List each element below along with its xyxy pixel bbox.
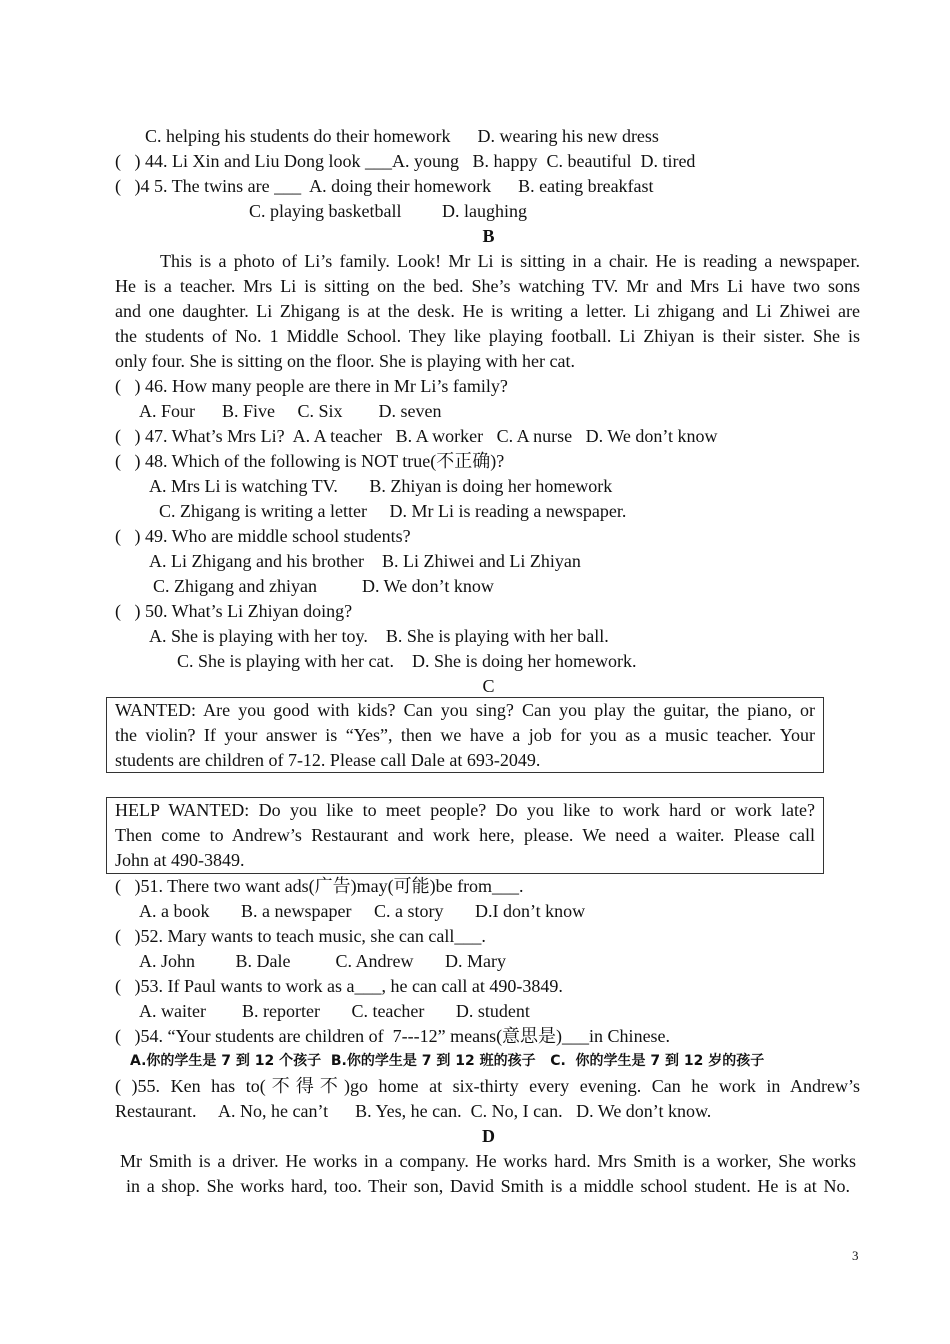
- ad-line: John at 490-3849.: [115, 850, 245, 870]
- question-51-options: A. a book B. a newspaper C. a story D.I don’t know: [139, 901, 586, 921]
- section-heading-c: C: [482, 676, 495, 696]
- question-53-options: A. waiter B. reporter C. teacher D. student: [139, 1001, 530, 1021]
- ad-line: the violin? If your answer is “Yes”, then we have a job for you as a music teacher. Your: [115, 725, 815, 745]
- question-48-options-cd: C. Zhigang is writing a letter D. Mr Li is reading a newspaper.: [159, 501, 627, 521]
- ad-line: students are children of 7-12. Please call Dale at 693-2049.: [115, 750, 541, 770]
- ad-waiter: [106, 797, 824, 874]
- section-heading-b: B: [482, 226, 495, 246]
- passage-b-line: This is a photo of Li’s family. Look! Mr Li is sitting in a chair. He is reading a newspaper.: [160, 251, 860, 271]
- passage-d-line: in a shop. She works hard, too. Their son, David Smith is a middle school student. He is at No.: [126, 1176, 850, 1196]
- question-46: ( ) 46. How many people are there in Mr Li’s family?: [115, 376, 508, 396]
- question-55: ( )55. Ken has to(不得不)go home at six-thirty every evening. Can he work in Andrew’s: [115, 1076, 860, 1096]
- page-number: 3: [852, 1248, 859, 1263]
- ad-music-teacher: [106, 697, 824, 773]
- question-50-options-ab: A. She is playing with her toy. B. She is playing with her ball.: [149, 626, 609, 646]
- question-50-options-cd: C. She is playing with her cat. D. She is doing her homework.: [177, 651, 637, 671]
- question-51: ( )51. There two want ads(广告)may(可能)be from___.: [115, 876, 524, 896]
- question-50: ( ) 50. What’s Li Zhiyan doing?: [115, 601, 353, 621]
- question-48-options-ab: A. Mrs Li is watching TV. B. Zhiyan is doing her homework: [149, 476, 613, 496]
- passage-b-line: and one daughter. Li Zhigang is at the desk. He is writing a letter. Li zhigang and Li Zhiwei are: [115, 301, 860, 321]
- passage-d-line: Mr Smith is a driver. He works in a company. He works hard. Mrs Smith is a worker, She works: [120, 1151, 856, 1171]
- section-heading-d: D: [482, 1126, 495, 1146]
- question-52-options: A. John B. Dale C. Andrew D. Mary: [139, 951, 506, 971]
- question-52: ( )52. Mary wants to teach music, she can call___.: [115, 926, 486, 946]
- q43-options-cd: C. helping his students do their homework D. wearing his new dress: [145, 126, 659, 146]
- question-47: ( ) 47. What’s Mrs Li? A. A teacher B. A worker C. A nurse D. We don’t know: [115, 426, 718, 446]
- question-49-options-ab: A. Li Zhigang and his brother B. Li Zhiwei and Li Zhiyan: [149, 551, 581, 571]
- question-54: ( )54. “Your students are children of 7---12” means(意思是)___in Chinese.: [115, 1026, 671, 1046]
- ad-line: Then come to Andrew’s Restaurant and work here, please. We need a waiter. Please call: [115, 825, 815, 845]
- question-49-options-cd: C. Zhigang and zhiyan D. We don’t know: [153, 576, 494, 596]
- question-45: ( )4 5. The twins are ___ A. doing their homework B. eating breakfast: [115, 176, 654, 196]
- passage-b-line: the students of No. 1 Middle School. They like playing football. Li Zhiyan is their sister. She is: [115, 326, 860, 346]
- ad-line: HELP WANTED: Do you like to meet people? Do you like to work hard or work late?: [115, 800, 815, 820]
- passage-b-line: He is a teacher. Mrs Li is sitting on the bed. She’s watching TV. Mr and Mrs Li have two sons: [115, 276, 860, 296]
- question-53: ( )53. If Paul wants to work as a___, he can call at 490-3849.: [115, 976, 563, 996]
- question-44: ( ) 44. Li Xin and Liu Dong look ___A. young B. happy C. beautiful D. tired: [115, 151, 696, 171]
- question-49: ( ) 49. Who are middle school students?: [115, 526, 411, 546]
- question-45-options-cd: C. playing basketball D. laughing: [249, 201, 527, 221]
- question-46-options: A. Four B. Five C. Six D. seven: [139, 401, 442, 421]
- passage-b-line: only four. She is sitting on the floor. She is playing with her cat.: [115, 351, 575, 371]
- question-48: ( ) 48. Which of the following is NOT true(不正确)?: [115, 451, 505, 471]
- question-54-options: A.你的学生是 7 到 12 个孩子 B.你的学生是 7 到 12 班的孩子 C. 你的学生是 7 到 12 岁的孩子: [130, 1053, 765, 1069]
- ad-line: WANTED: Are you good with kids? Can you sing? Can you play the guitar, the piano, or: [115, 700, 815, 720]
- question-55-options: Restaurant. A. No, he can’t B. Yes, he can. C. No, I can. D. We don’t know.: [115, 1101, 712, 1121]
